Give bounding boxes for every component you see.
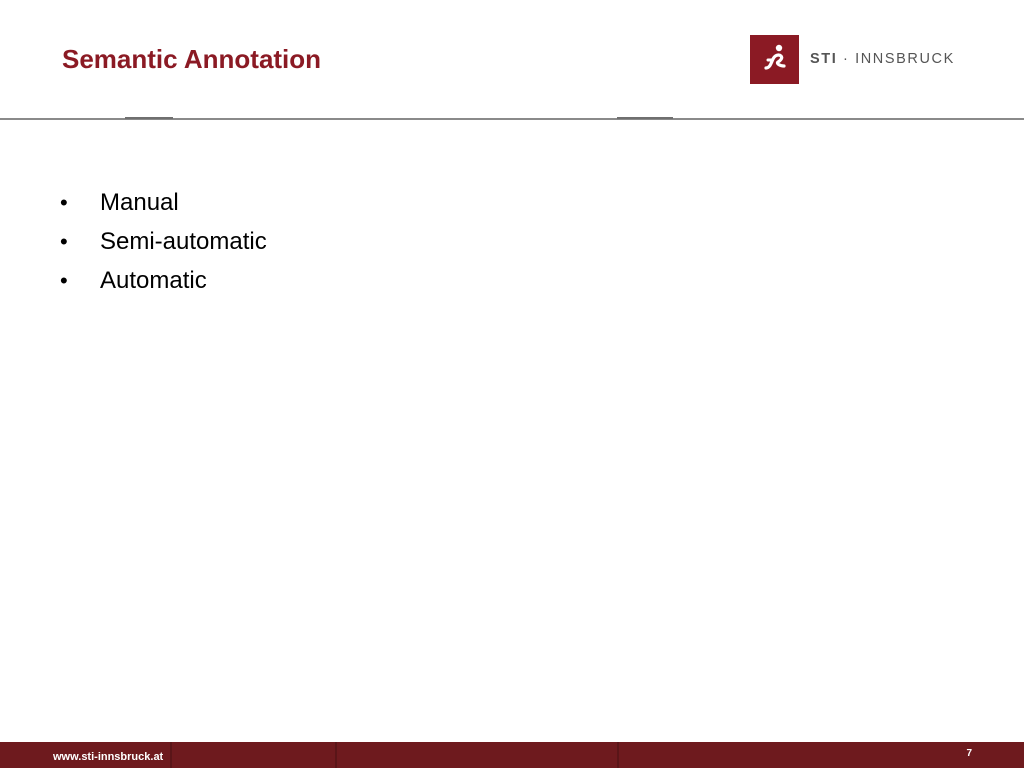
header-divider-accent (125, 117, 173, 119)
bullet-marker: • (60, 268, 68, 293)
bullet-marker: • (60, 190, 68, 215)
bullet-marker: • (60, 229, 68, 254)
header-divider-accent (617, 117, 673, 119)
list-item (58, 261, 267, 300)
logo-brand-rest: INNSBRUCK (855, 51, 955, 67)
bullet-list (58, 183, 267, 300)
page-number: 7 (966, 748, 972, 759)
footer-divider (170, 742, 172, 768)
bullet-text: Automatic (100, 267, 207, 294)
footer-divider (617, 742, 619, 768)
sti-innsbruck-logo (750, 34, 955, 84)
logo-brand-bold: STI (810, 51, 838, 67)
sti-figure-icon (750, 35, 799, 84)
footer-url: www.sti-innsbruck.at (53, 751, 164, 763)
list-item (58, 222, 267, 261)
slide-title: Semantic Annotation (62, 44, 322, 74)
footer-divider (335, 742, 337, 768)
bullet-text: Manual (100, 189, 179, 216)
list-item (58, 183, 267, 222)
footer-bar (0, 742, 1024, 768)
bullet-text: Semi-automatic (100, 228, 267, 255)
logo-wordmark (810, 51, 955, 67)
logo-separator: · (843, 51, 850, 67)
